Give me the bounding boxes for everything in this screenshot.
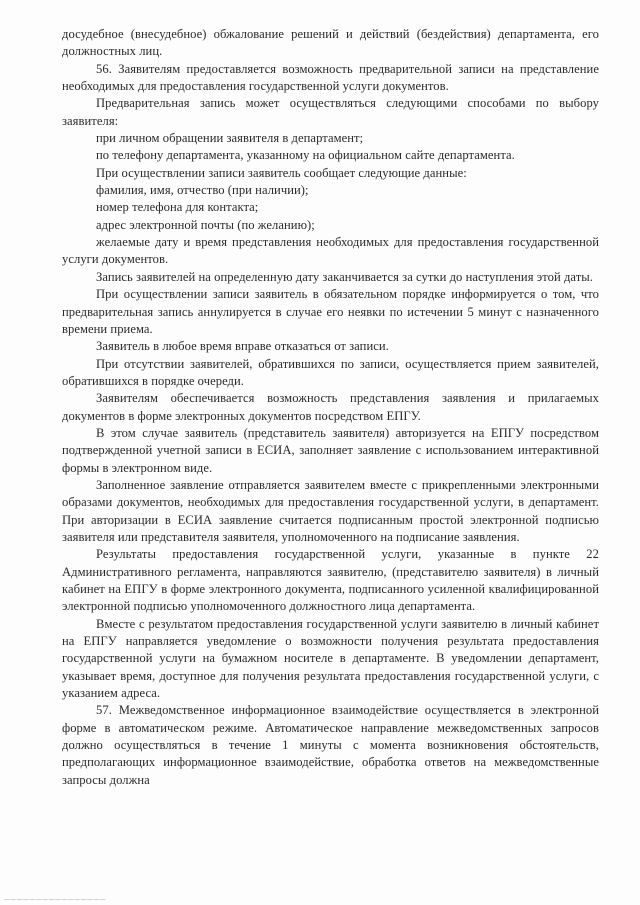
- paragraph-record-cancellation: При осуществлении записи заявитель в обязательном порядке информируется о том, что предварительная запись аннулируется в случае его неявки по истечении 5 минут с назначенного времени приема.: [62, 287, 599, 336]
- paragraph-filled-application: Заполненное заявление отправляется заявителем вместе с прикрепленными электронными образами документов, необходимых для предоставления государственной услуги, в департамент. При авторизации в ЕСИА заявление считается подписанным простой электронной подписью заявителя или представителя заявителя, уполномоченного на подписание заявления.: [62, 477, 599, 544]
- list-item-desired-date: желаемые дату и время представления необходимых для предоставления государственной услуги документов.: [62, 235, 599, 267]
- paragraph-paper-notification: Вместе с результатом предоставления государственной услуги заявителю в личный кабинет на ЕПГУ направляется уведомление о возможности получения результата предоставления государственной услуги на бумажном носителе в департаменте. В уведомлении департамент, указывает время, доступное для получения результата предоставления государственной услуги, с указанием адреса.: [62, 616, 599, 701]
- paragraph-epgu-authorization: В этом случае заявитель (представитель заявителя) авторизуется на ЕПГУ посредством подтвержденной учетной записи в ЕСИА, заполняет заявление с использованием интерактивной формы в электронном виде.: [62, 425, 599, 475]
- paragraph-record-data: При осуществлении записи заявитель сообщает следующие данные:: [96, 165, 467, 180]
- paragraph-preliminary-record-methods: Предварительная запись может осуществляться следующими способами по выбору заявителя:: [62, 96, 599, 128]
- list-item-phone: по телефону департамента, указанному на официальном сайте департамента.: [96, 148, 515, 163]
- paragraph-electronic-submission: Заявителям обеспечивается возможность представления заявления и прилагаемых документов в форме электронных документов посредством ЕПГУ.: [62, 391, 599, 423]
- paragraph-continuation: досудебное (внесудебное) обжалование решений и действий (бездействия) департамента, его должностных лиц.: [62, 27, 599, 59]
- paragraph-record-deadline: Запись заявителей на определенную дату заканчивается за сутки до наступления этой даты.: [96, 269, 593, 284]
- paragraph-56: 56. Заявителям предоставляется возможность предварительной записи на представление необходимых для предоставления государственной услуги документов.: [62, 61, 599, 94]
- paragraph-refuse-record: Заявитель в любое время вправе отказаться от записи.: [96, 339, 389, 354]
- paragraph-service-results: Результаты предоставления государственной услуги, указанные в пункте 22 Административного регламента, направляются заявителю, (представителю заявителя) в личный кабинет на ЕПГУ в форме электронного документа, подписанного усиленной квалифицированной электронной подписью уполномоченного должностного лица департамента.: [62, 547, 599, 614]
- list-item-personal-visit: при личном обращении заявителя в департамент;: [96, 131, 364, 146]
- footer-scan-mark: ________________: [4, 892, 107, 902]
- list-item-full-name: фамилия, имя, отчество (при наличии);: [96, 183, 309, 198]
- list-item-phone-number: номер телефона для контакта;: [96, 200, 259, 215]
- document-body: [62, 26, 599, 789]
- paragraph-57: 57. Межведомственное информационное взаимодействие осуществляется в электронной форме в автоматическом режиме. Автоматическое направление межведомственных запросов должно осуществляться в течение 1 минуты с момента возникновения обстоятельств, предполагающих информационное взаимодействие, обработка ответов на межведомственные запросы должна: [62, 703, 599, 787]
- list-item-email: адрес электронной почты (по желанию);: [96, 217, 315, 232]
- paragraph-queue: При отсутствии заявителей, обратившихся по записи, осуществляется прием заявителей, обратившихся в порядке очереди.: [62, 356, 599, 388]
